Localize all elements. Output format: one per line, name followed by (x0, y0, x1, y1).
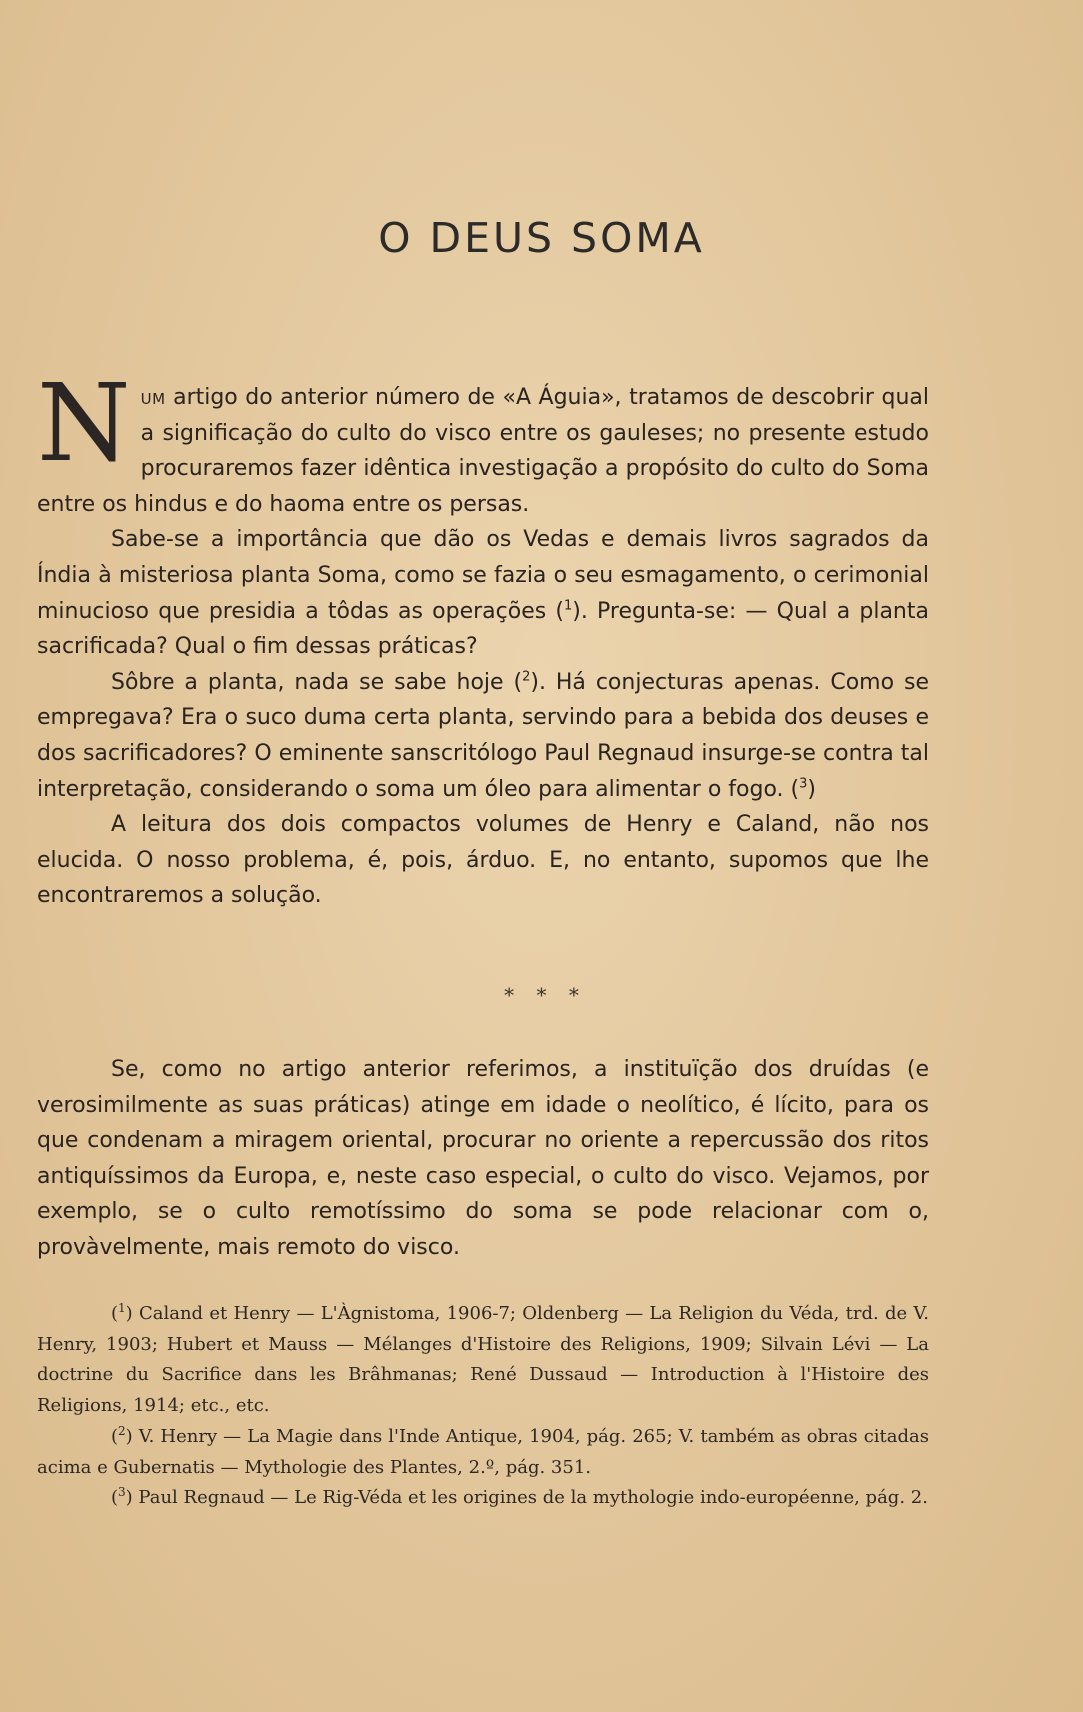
footnote-3-text: Paul Regnaud — Le Rig-Véda et les origines de la mythologie indo-européenne, pág. 2. (132, 1487, 928, 1509)
p2-text-b: ). Pregunta-se: — Qual a planta sacrificada? Qual o fim dessas práticas? (37, 598, 929, 660)
intro-smallcaps: um (140, 385, 166, 410)
p2-text-a: Sabe-se a importância que dão os Vedas e demais livros sagrados da Índia à misteriosa planta Soma, como se fazia o seu esmagamento, o cerimonial minucioso que presidia a tôdas as operações ( (37, 527, 929, 624)
section-separator: * * * (504, 983, 579, 1007)
footnote-2-text: V. Henry — La Magie dans l'Inde Antique, 1904, pág. 265; V. também as obras citadas acima e Gubernatis — Mythologie des Plantes, 2.º, pág. 351. (37, 1425, 929, 1478)
footnote-1-number: 1 (118, 1301, 126, 1315)
footnote-ref-3: 3 (799, 776, 808, 792)
footnote-2-number: 2 (118, 1423, 126, 1438)
intro-paragraph (37, 362, 929, 522)
p3-text-a: Sôbre a planta, nada se sabe hoje ( (111, 669, 523, 695)
paragraph-2 (37, 522, 929, 664)
p3-text-b: ). Há conjecturas apenas. Como se empregava? Era o suco duma certa planta, servindo para a bebida dos deuses e dos sacrificadores? O eminente sanscritólogo Paul Regnaud insurge-se contra tal interpretação, considerando o soma um óleo para alimentar o fogo. ( (37, 669, 930, 802)
drop-cap: N (37, 362, 131, 486)
main-text-2 (37, 1052, 929, 1266)
paragraph-3 (37, 665, 929, 807)
footnote-3: ($^3$) Paul Regnaud — Le Rig-Véda et les origines de la mythologie indo-européenne, pág. 2. (111, 1485, 928, 1509)
paragraph-5: Se, como no artigo anterior referimos, a instituïção dos druídas (e verosimilmente as suas práticas) atinge em idade o neolítico, é lícito, para os que condenam a miragem oriental, procurar no oriente a repercussão dos ritos antiquíssimos da Europa, e, neste caso especial, o culto do visco. Vejamos, por exemplo, se o culto remotíssimo do soma se pode relacionar com o, provàvelmente, mais remoto do visco. (37, 1057, 929, 1260)
footnote-1-text: Caland et Henry — L'Àgnistoma, 1906-7; Oldenberg — La Religion du Véda, trd. de V. Henry, 1903; Hubert et Mauss — Mélanges d'Histoire des Religions, 1909; Silvain Lévi — La doctrine du Sacrifice dans les Brâhmanas; René Dussaud — Introduction à l'Histoire des Religions, 1914; etc., etc. (37, 1303, 929, 1417)
page-title: O DEUS SOMA (378, 214, 705, 262)
footnotes (37, 1299, 929, 1514)
paragraph-4: A leitura dos dois compactos volumes de Henry e Caland, não nos elucida. O nosso problema, é, pois, árduo. E, no entanto, supomos que lhe encontraremos a solução. (37, 812, 929, 909)
p3-text-c: ) (807, 776, 816, 802)
footnote-2: ($^2$) V. Henry — La Magie dans l'Inde Antique, 1904, pág. 265; V. também as obras citadas acima e Gubernatis — Mythologie des Plantes, 2.º, pág. 351. (37, 1423, 929, 1478)
footnote-1: ($^1$) Caland et Henry — L'Àgnistoma, 1906-7; Oldenberg — La Religion du Véda, trd. de V. Henry, 1903; Hubert et Mauss — Mélanges d'Histoire des Religions, 1909; Silvain Lévi — La doctrine du Sacrifice dans les Brâhmanas; René Dussaud — Introduction à l'Histoire des Religions, 1914; etc., etc. (37, 1301, 929, 1417)
footnote-ref-2: 2 (522, 669, 531, 685)
main-text (37, 362, 930, 914)
footnote-ref-1: 1 (563, 598, 573, 614)
intro-text: artigo do anterior número de «A Águia», tratamos de descobrir qual a significação do culto do visco entre os gauleses; no presente estudo procuraremos fazer idêntica investigação a propósito do culto do Soma entre os hindus e do haoma entre os persas. (37, 385, 929, 517)
footnote-3-number: 3 (118, 1485, 126, 1500)
